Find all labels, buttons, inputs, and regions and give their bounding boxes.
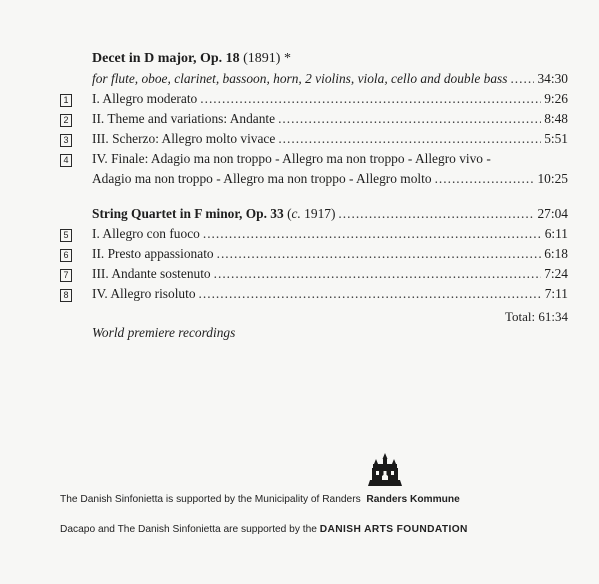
track-title: II. Presto appassionato (92, 246, 214, 261)
track-row (60, 131, 568, 151)
support-line-arts-foundation: Dacapo and The Danish Sinfonietta are supported by the DANISH ARTS FOUNDATION (60, 524, 468, 535)
track-title: IV. Finale: Adagio ma non troppo - Allegro ma non troppo - Allegro vivo - (92, 151, 491, 166)
track-title: II. Theme and variations: Andante (92, 111, 276, 126)
track-duration: 10:25 (537, 171, 568, 186)
quartet-year: (c. 1917) (287, 206, 336, 221)
track-number: 8 (60, 289, 72, 302)
track-number: 5 (60, 229, 72, 242)
decet-title: Decet in D major, Op. 18 (1891) * (92, 51, 291, 66)
track-title: III. Scherzo: Allegro molto vivace (92, 131, 276, 146)
track-number: 3 (60, 134, 72, 147)
quartet-duration: 27:04 (537, 206, 568, 221)
randers-crest-icon (368, 453, 402, 489)
quartet-title: String Quartet in F minor, Op. 33 (92, 206, 284, 221)
track-number: 7 (60, 269, 72, 282)
track-row (60, 91, 568, 111)
support-line-municipality: The Danish Sinfonietta is supported by the Municipality of Randers Randers Kommune (60, 494, 460, 505)
track-title: III. Andante sostenuto (92, 266, 211, 281)
track-duration: 9:26 (544, 91, 568, 106)
track-row (60, 286, 568, 306)
track-row (60, 226, 568, 246)
track-title-continued: Adagio ma non troppo - Allegro ma non troppo - Allegro molto (92, 171, 432, 186)
danish-arts-foundation-brand: DANISH ARTS FOUNDATION (319, 524, 468, 535)
total-duration: Total: 61:34 (504, 309, 568, 324)
randers-kommune-brand: Randers Kommune (366, 494, 460, 505)
quartet-heading (60, 206, 568, 226)
decet-instrumentation: for flute, oboe, clarinet, bassoon, horn, 2 violins, viola, cello and double bass ..... 34:30 (92, 71, 568, 87)
track-duration: 7:11 (544, 286, 568, 301)
track-row (60, 246, 568, 266)
track-row (60, 266, 568, 286)
premiere-note: World premiere recordings (92, 325, 236, 340)
track-duration: 5:51 (544, 131, 568, 146)
track-row (60, 151, 568, 191)
track-duration: 6:11 (544, 226, 568, 241)
track-number: 1 (60, 94, 72, 107)
track-title: I. Allegro moderato (92, 91, 198, 106)
track-duration: 7:24 (544, 266, 568, 281)
track-duration: 6:18 (544, 246, 568, 261)
track-duration: 8:48 (544, 111, 568, 126)
track-title: I. Allegro con fuoco (92, 226, 200, 241)
track-number: 4 (60, 154, 72, 167)
track-title: IV. Allegro risoluto (92, 286, 196, 301)
track-number: 2 (60, 114, 72, 127)
track-number: 6 (60, 249, 72, 262)
leader-dots (510, 71, 534, 87)
track-row (60, 111, 568, 131)
